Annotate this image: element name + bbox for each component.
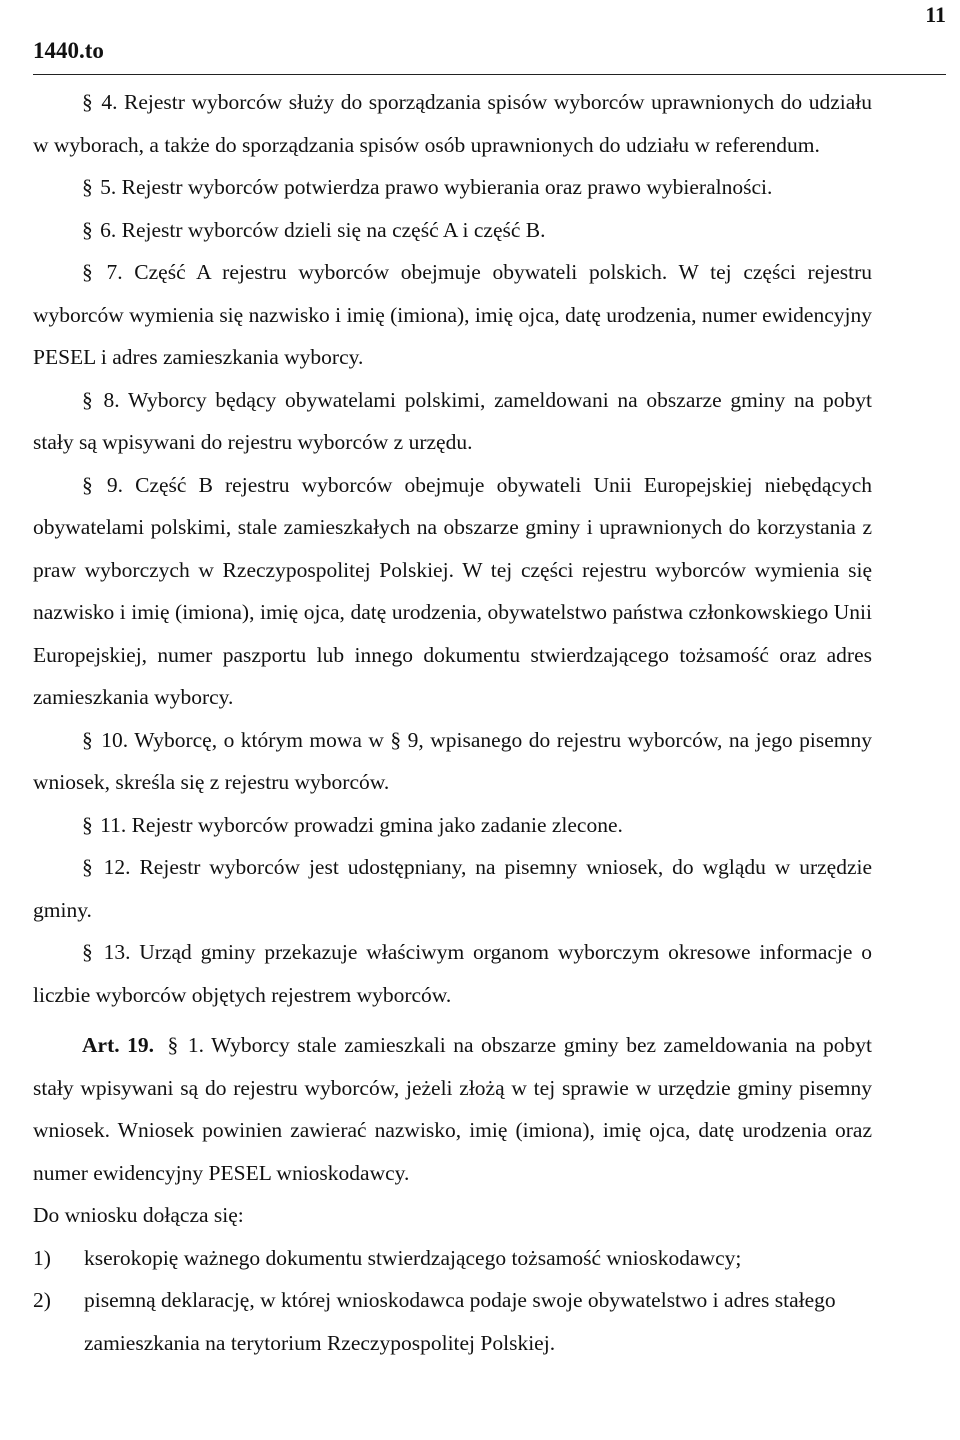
list-item-text: kserokopię ważnego dokumentu stwierdzającego tożsamość wnioskodawcy; (84, 1245, 742, 1270)
list-item-number: 2) (33, 1288, 51, 1312)
section-sign: § (82, 175, 93, 199)
paragraph-text: Wyborcy będący obywatelami polskimi, zameldowani na obszarze gminy na pobyt stały są wpisywani do rejestru wyborców z urzędu. (33, 387, 872, 454)
paragraph-text: Wyborcy stale zamieszkali na obszarze gminy bez zameldowania na pobyt stały wpisywani są do rejestru wyborców, jeżeli złożą w tej sprawie w urzędzie gminy pisemny wniosek. Wniosek powinien zawierać nazwisko, imię (imiona), imię ojca, datę urodzenia oraz numer ewidencyjny PESEL wnioskodawcy. (33, 1033, 873, 1185)
paragraph-13 (33, 931, 872, 1016)
paragraph-number: 6. (100, 217, 117, 242)
paragraph-text: Rejestr wyborców jest udostępniany, na pisemny wniosek, do wglądu w urzędzie gminy. (33, 855, 873, 922)
paragraph-number: 7. (106, 260, 123, 284)
section-sign: § (82, 90, 93, 114)
paragraph-number: 13. (103, 940, 131, 964)
list-item-number: 1) (33, 1245, 51, 1270)
section-sign: § (82, 855, 93, 879)
header-rule (33, 74, 946, 75)
section-sign: § (82, 260, 93, 284)
paragraph-9 (33, 464, 872, 719)
paragraph-11 (33, 804, 872, 847)
paragraph-number: 10. (101, 727, 129, 752)
paragraph-number: 5. (100, 175, 117, 199)
section-sign: § (82, 940, 93, 964)
paragraph-text: Urząd gminy przekazuje właściwym organom wyborczym okresowe informacje o liczbie wyborców objętych rejestrem wyborców. (33, 940, 873, 1007)
section-sign: § (167, 1033, 179, 1057)
paragraph-number: 12. (103, 855, 131, 879)
paragraph-5 (33, 166, 872, 209)
paragraph-8 (33, 379, 872, 464)
paragraph-text: Rejestr wyborców dzieli się na część A i część B. (121, 217, 546, 242)
list-item (33, 1237, 872, 1280)
paragraph-text: Część A rejestru wyborców obejmuje obywateli polskich. W tej części rejestru wyborców wymienia się nazwisko i imię (imiona), imię ojca, datę urodzenia, numer ewidencyjny PESEL i adres zamieszkania wyborcy. (33, 260, 873, 369)
paragraph-text: Rejestr wyborców prowadzi gmina jako zadanie zlecone. (131, 812, 623, 837)
paragraph-number: 1. (187, 1033, 204, 1057)
list-intro: Do wniosku dołącza się: (33, 1203, 244, 1227)
paragraph-10 (33, 719, 872, 804)
paragraph-number: 8. (103, 387, 120, 412)
document-body (33, 81, 872, 1364)
paragraph-text: Część B rejestru wyborców obejmuje obywateli Unii Europejskiej niebędących obywatelami polskimi, stale zamieszkałych na obszarze gminy i uprawnionych do korzystania z praw wyborczych w Rzeczypospolitej Polskiej. W tej części rejestru wyborców wymienia się nazwisko i imię (imiona), imię ojca, datę urodzenia, obywatelstwo państwa członkowskiego Unii Europejskiej, numer paszportu lub innego dokumentu stwierdzającego tożsamość oraz adres zamieszkania wyborcy. (33, 472, 873, 709)
list-item-text: pisemną deklarację, w której wnioskodawca podaje swoje obywatelstwo i adres stałego zamieszkania na terytorium Rzeczypospolitej Polskiej. (84, 1288, 836, 1355)
article-label: Art. 19. (82, 1033, 154, 1057)
paragraph-12 (33, 846, 872, 931)
paragraph-text: Rejestr wyborców potwierdza prawo wybierania oraz prawo wybieralności. (121, 175, 773, 199)
paragraph-number: 9. (106, 472, 123, 497)
paragraph-4 (33, 81, 872, 166)
site-label: 1440.to (33, 38, 104, 63)
paragraph-6 (33, 209, 872, 252)
section-sign: § (82, 387, 93, 412)
section-sign: § (82, 217, 93, 242)
article-19-paragraph-1 (33, 1024, 872, 1194)
paragraph-text: Rejestr wyborców służy do sporządzania spisów wyborców uprawnionych do udziału w wyborach, a także do sporządzania spisów osób uprawnionych do udziału w referendum. (33, 90, 873, 157)
section-sign: § (82, 727, 93, 752)
section-sign: § (82, 472, 93, 497)
paragraph-number: 4. (101, 90, 118, 114)
section-sign: § (82, 812, 93, 837)
paragraph-text: Wyborcę, o którym mowa w § 9, wpisanego do rejestru wyborców, na jego pisemny wniosek, skreśla się z rejestru wyborców. (33, 727, 872, 794)
paragraph-number: 11. (100, 812, 127, 837)
page-number: 11 (925, 2, 946, 27)
paragraph-7 (33, 251, 872, 379)
list-item (33, 1279, 872, 1364)
